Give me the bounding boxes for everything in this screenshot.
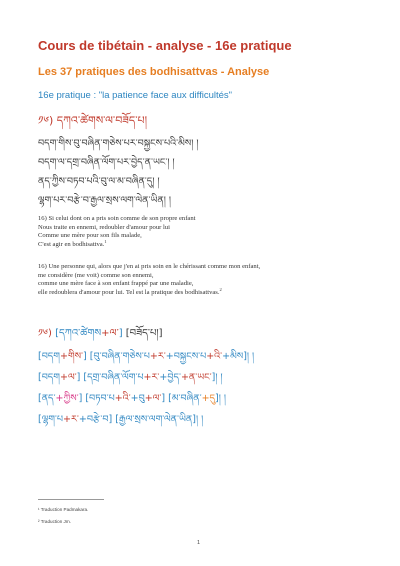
analysis-segment: +ཀྱིས་ [55,393,79,404]
analysis-segment: +གིས་ [59,351,84,362]
analysis-heading-bracket: ] [118,328,123,339]
analysis-segment: +ལ་ [144,393,162,404]
analysis-segment: ]། ། [211,372,223,383]
analysis-segment: [བདག [38,351,60,362]
analysis-line [38,346,378,367]
course-title: Cours de tibétain - analyse - 16e pratique [38,38,292,53]
tibetan-verse-heading: ༡༦) དཀའ་ཚེགས་ལ་བཟོད་པ། [38,114,148,127]
analysis-segment: +ན་ཡང་ [180,372,212,383]
footnote-text: Traduction Padmakara. [40,507,89,512]
analysis-segment: +བུ [130,393,145,404]
translation-line: comme une mère face à son enfant frappé par une maladie, [38,280,194,288]
analysis-segment: [བདག [38,372,60,383]
tibetan-verse-line: བདག་གིས་བུ་བཞིན་གཅེས་པར་བསྐྱངས་པའི་མིས། ། [38,138,199,149]
analysis-heading-word: [བཟོད་པ།] [125,328,163,339]
analysis-heading-bracket: [ [55,328,59,339]
translation-line: 16) Si celui dont on a pris soin comme de son propre enfant [38,215,196,222]
section-title: Les 37 pratiques des bodhisattvas - Analyse [38,66,270,78]
analysis-segment: [ནད་ [38,393,56,404]
analysis-segment: +འི་ [114,393,131,404]
analysis-segment: +འི་ [206,351,223,362]
translation-line [38,238,368,250]
tibetan-verses [38,134,368,210]
analysis-segment: ]། ། [215,393,226,404]
analysis-segment: [ལྷག་པ [38,414,63,425]
translation-line-text: C'est agir en bodhisattva. [38,240,105,248]
translation-line: Nous traite en ennemi, redoubler d'amour pour lui [38,223,170,231]
analysis-segment: ] [རྒྱལ་སྲས་ལག་ལེན་ཡིན]། ། [108,414,204,425]
french-translation-padmakara [38,215,368,249]
tibetan-verse-line: ལྷག་པར་བརྩེ་བ་རྒྱལ་སྲས་ལག་ལེན་ཡིན། ། [38,195,171,206]
footnote-ref[interactable]: 2 [219,286,222,292]
footnote-ref[interactable]: 1 [104,238,107,244]
analysis-segment: +ར་ [149,351,166,362]
analysis-segment: +ར་ [63,414,79,425]
analysis-segment: ] [བཏབ་པ [78,393,115,404]
footnote-number: ² [38,519,41,524]
footnote-text: Traduction Jm. [40,519,71,524]
translation-line-text: elle redoublera d'amour pour lui. Tel est la pratique des bodhisattvas. [38,288,220,296]
analysis-segment: ] [མ་བཞིན་ [161,393,202,404]
footnote-separator [38,499,104,500]
analysis-line [38,409,378,430]
translation-line: Comme une mère pour son fils malade, [38,232,142,240]
translation-line [38,286,368,298]
grammatical-analysis [38,346,378,430]
analysis-segment: +ལ་ [59,372,77,383]
footnote-number: ¹ [38,507,41,512]
analysis-line [38,388,378,409]
french-translation-jm [38,263,368,297]
analysis-segment: +བརྩེ་བ [78,414,109,425]
footnote [38,507,88,512]
translation-line: 16) Une personne qui, alors que j'en ai pris soin en le chérissant comme mon enfant, [38,263,261,270]
analysis-heading-word: དཀའ་ཚེགས [59,328,102,339]
analysis-segment: +ར་ [143,372,160,383]
analysis-heading-particle: +ལ་ [101,328,119,339]
analysis-segment: ] [བུ་བཞིན་གཅེས་པ [83,351,150,362]
analysis-segment: +མིས]། ། [222,351,255,362]
analysis-line [38,367,378,388]
analysis-segment: +བསྐྱངས་པ [165,351,207,362]
analysis-segment: +བྱེད་ [159,372,181,383]
page-number: 1 [197,540,201,546]
footnote [38,519,71,524]
subsection-title: 16e pratique : "la patience face aux difficultés" [38,90,233,101]
tibetan-verse-line: ནད་ཀྱིས་བཏབ་པའི་བུ་ལ་མ་བཞིན་དུ། ། [38,176,160,187]
analysis-segment: ] [དགྲ་བཞིན་ལོག་པ [76,372,144,383]
tibetan-verse-line: བདག་ལ་དགྲ་བཞིན་ལོག་པར་བྱེད་ན་ཡང་། ། [38,157,175,168]
translation-line: me considère (me voit) comme son ennemi, [38,271,154,279]
analysis-heading-number: ༡༦) [38,328,52,339]
analysis-segment: +དུ [201,393,216,404]
